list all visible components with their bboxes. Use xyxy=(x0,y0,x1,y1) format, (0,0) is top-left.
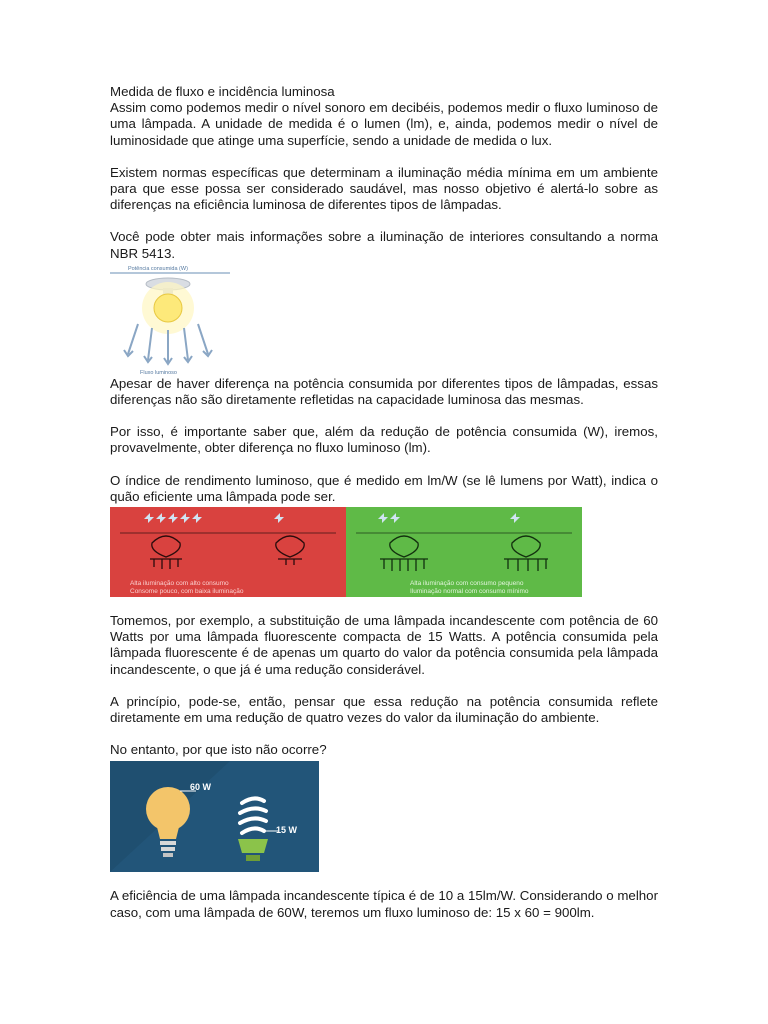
paragraph-eficiencia: A eficiência de uma lâmpada incandescente típica é de 10 a 15lm/W. Considerando o melhor caso, com uma lâmpada de 60W, teremos um fluxo luminoso de: 15 x 60 = 900lm. xyxy=(110,888,658,920)
fluxo-label: Fluxo luminoso xyxy=(140,369,177,376)
comparison-figure xyxy=(110,507,582,597)
paragraph-nbr: Você pode obter mais informações sobre a iluminação de interiores consultando a norma NBR 5413. xyxy=(110,229,658,261)
paragraph-reducao: Por isso, é importante saber que, além da redução de potência consumida (W), iremos, provavelmente, obter diferença no fluxo luminoso (lm). xyxy=(110,424,658,456)
paragraph-exemplo: Tomemos, por exemplo, a substituição de uma lâmpada incandescente com potência de 60 Watts por uma lâmpada fluorescente compacta de 15 Watts. A potência consumida pela lâmpada fluorescente é de apenas um quarto do valor da potência consumida pela lâmpada incandescente, o que já é uma redução considerável. xyxy=(110,613,658,677)
label-60w: 60 W xyxy=(190,782,212,793)
green-caption-2: Iluminação normal com consumo mínimo xyxy=(410,588,529,596)
label-15w: 15 W xyxy=(276,825,298,836)
red-caption-1: Alta iluminação com alto consumo xyxy=(130,580,229,588)
document-body xyxy=(110,84,658,921)
green-caption-1: Alta iluminação com consumo pequeno xyxy=(410,580,524,588)
lamp-flux-figure xyxy=(110,264,230,376)
fluorescent-base xyxy=(238,839,268,853)
paragraph-lumen: Assim como podemos medir o nível sonoro em decibéis, podemos medir o fluxo luminoso de uma lâmpada. A unidade de medida é o lumen (lm), e, ainda, podemos medir o nível de luminosidade que atinge uma superfície, sendo a unidade de medida o lux. xyxy=(110,100,658,148)
paragraph-principio: A princípio, pode-se, então, pensar que essa redução na potência consumida reflete diretamente em uma redução de quatro vezes do valor da iluminação do ambiente. xyxy=(110,693,658,726)
paragraph-rendimento: O índice de rendimento luminoso, que é medido em lm/W (se lê lumens por Watt), indica o quão eficiente uma lâmpada pode ser. xyxy=(110,472,658,504)
paragraph-normas: Existem normas específicas que determinam a iluminação média mínima em um ambiente para que esse possa ser considerado saudável, mas nosso objetivo é alertá-lo sobre as diferenças na eficiência luminosa de diferentes tipos de lâmpadas. xyxy=(110,164,658,213)
paragraph-pergunta: No entanto, por que isto não ocorre? xyxy=(110,742,327,758)
paragraph-diferenca: Apesar de haver diferença na potência consumida por diferentes tipos de lâmpadas, essas diferenças não são diretamente refletidas na capacidade luminosa das mesmas. xyxy=(110,375,658,408)
document-title: Medida de fluxo e incidência luminosa xyxy=(110,84,335,99)
potencia-label: Potência consumida (W) xyxy=(128,265,188,272)
watts-figure xyxy=(110,761,319,872)
bulb-icon xyxy=(154,294,182,322)
red-caption-2: Consome pouco, com baixa iluminação xyxy=(130,588,244,596)
flux-arrows-icon xyxy=(124,324,212,364)
